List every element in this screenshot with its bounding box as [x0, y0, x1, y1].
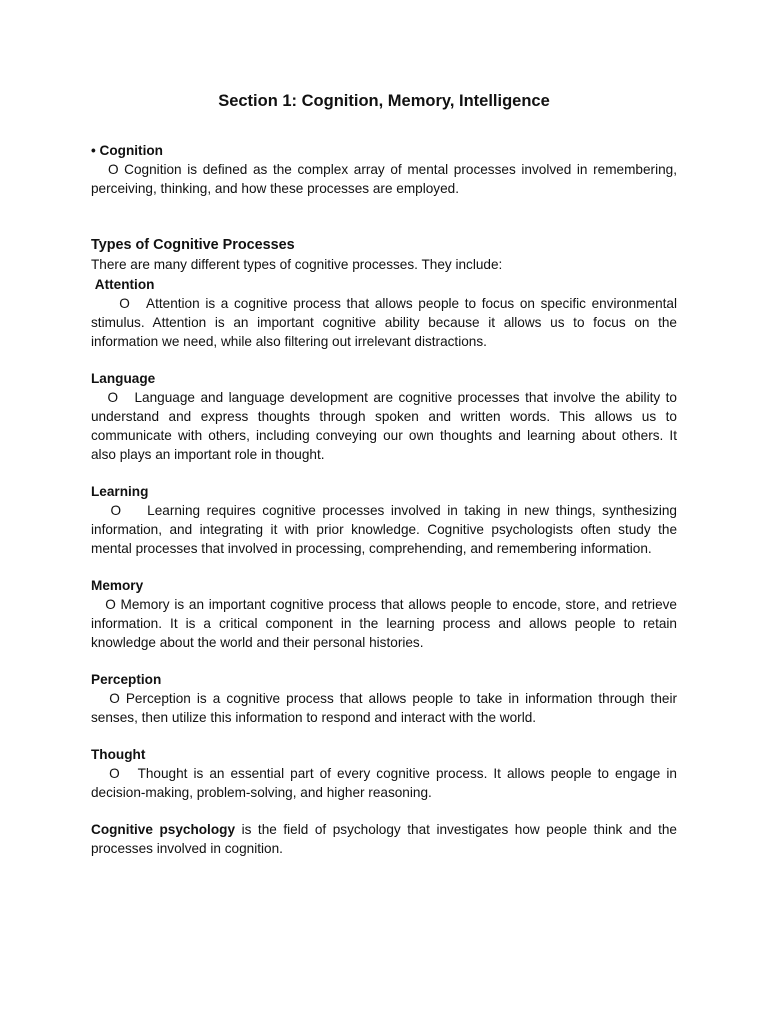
list-marker: O	[119, 296, 130, 311]
list-marker: O	[110, 503, 122, 518]
list-marker: O	[109, 691, 120, 706]
item-memory	[91, 576, 677, 652]
item-body-paragraph	[91, 501, 677, 558]
item-attention	[91, 275, 677, 351]
cognition-body: Cognition is defined as the complex array of mental processes involved in remembering, perceiving, thinking, and how these processes are employed.	[91, 162, 677, 196]
types-intro: There are many different types of cognitive processes. They include:	[91, 257, 503, 272]
closing-body: is the field of psychology that investigates how people think and the processes involved in cognition.	[91, 822, 677, 856]
types-section	[91, 236, 677, 274]
item-heading: Perception	[91, 672, 162, 687]
item-body-paragraph	[91, 689, 677, 727]
item-perception	[91, 670, 677, 727]
list-marker: O	[107, 162, 119, 177]
item-body-paragraph	[91, 764, 677, 802]
list-marker: O	[105, 597, 116, 612]
item-body: Attention is a cognitive process that allows people to focus on specific environmental stimulus. Attention is an important cognitive ability because it allows us to focus on the information we need, while also filtering out irrelevant distractions.	[91, 296, 677, 349]
item-body: Thought is an essential part of every cognitive process. It allows people to engage in decision-making, problem-solving, and higher reasoning.	[91, 766, 677, 800]
item-heading	[91, 275, 677, 294]
item-language	[91, 369, 677, 464]
item-heading-label: Attention	[94, 277, 155, 292]
item-body: Learning requires cognitive processes involved in taking in new things, synthesizing information, and integrating it with prior knowledge. Cognitive psychologists often study the mental processes that involved in processing, comprehending, and remembering information.	[91, 503, 677, 556]
item-body-paragraph	[91, 294, 677, 351]
item-body: Memory is an important cognitive process that allows people to encode, store, and retrieve information. It is a critical component in the learning process and allows people to retain knowledge about the world and their personal histories.	[91, 597, 677, 650]
item-thought	[91, 745, 677, 802]
item-learning	[91, 482, 677, 558]
cognition-section	[91, 141, 677, 198]
item-heading: Memory	[91, 578, 144, 593]
list-marker: O	[107, 390, 119, 405]
cognition-heading-label: Cognition	[99, 143, 163, 158]
closing-term: Cognitive psychology	[91, 822, 236, 837]
item-heading: Language	[91, 371, 156, 386]
cognition-body-paragraph	[91, 160, 677, 198]
list-marker: O	[109, 766, 120, 781]
item-heading: Thought	[91, 747, 146, 762]
item-heading: Learning	[91, 484, 149, 499]
item-body: Perception is a cognitive process that allows people to take in information through their senses, then utilize this information to respond and interact with the world.	[91, 691, 677, 725]
closing-paragraph	[91, 820, 677, 858]
item-body-paragraph	[91, 595, 677, 652]
bullet-icon: •	[91, 143, 96, 158]
page-title: Section 1: Cognition, Memory, Intelligence	[218, 92, 550, 110]
item-body: Language and language development are cognitive processes that involve the ability to understand and express thoughts through spoken and written words. This allows us to communicate with others, including conveying our own thoughts and learning about others. It also plays an important role in thought.	[91, 390, 677, 462]
closing-section	[91, 820, 677, 858]
item-body-paragraph	[91, 388, 677, 464]
types-heading: Types of Cognitive Processes	[91, 237, 295, 253]
cognition-heading	[91, 141, 677, 160]
